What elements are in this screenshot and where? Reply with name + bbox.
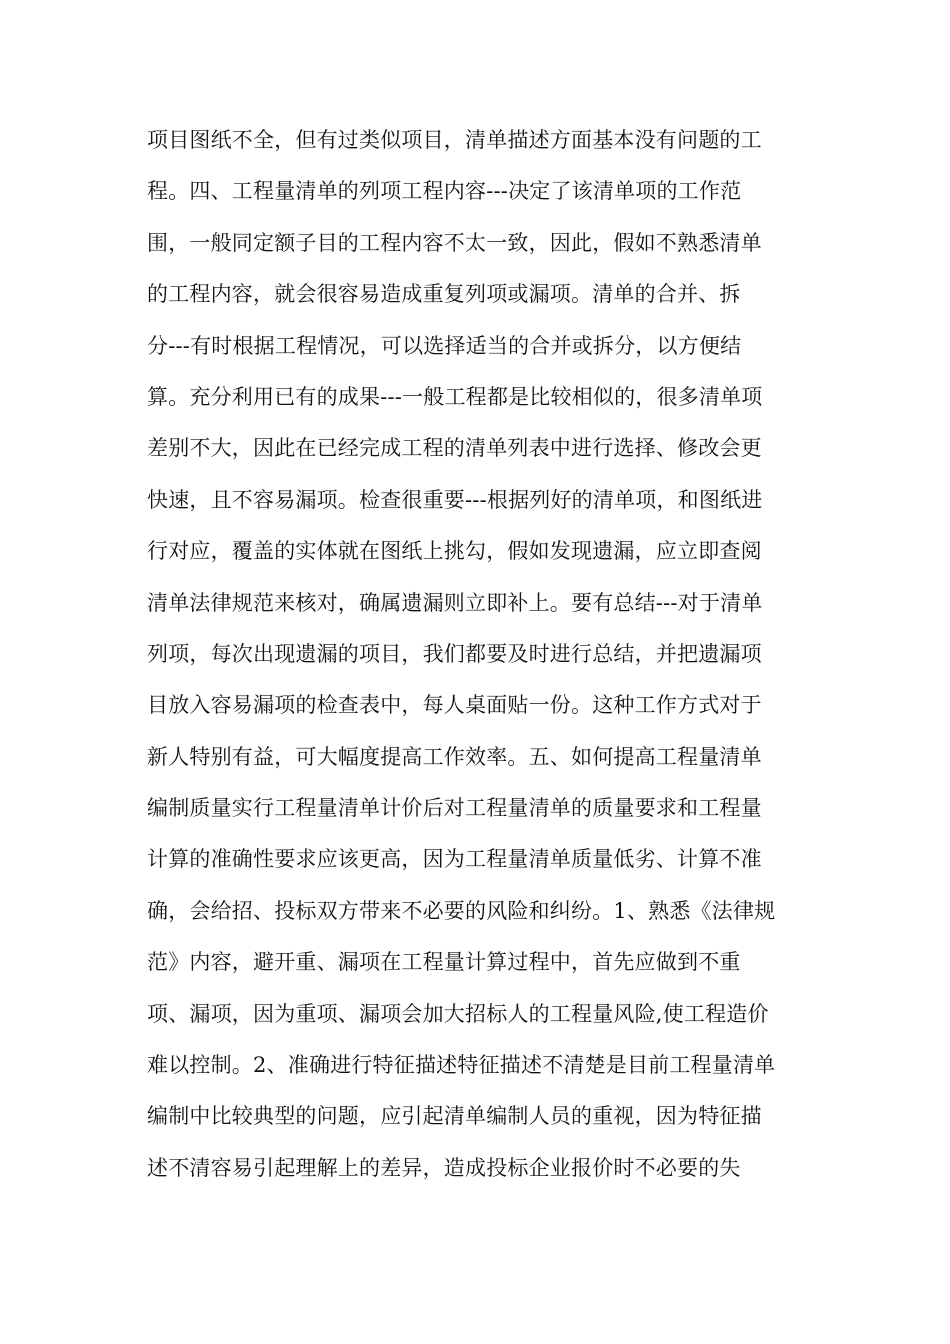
text-line: 围，一般同定额子目的工程内容不太一致，因此，假如不熟悉清单	[147, 230, 762, 255]
text-line: 目放入容易漏项的检查表中，每人桌面贴一份。这种工作方式对于	[147, 693, 762, 718]
text-line: 编制质量实行工程量清单计价后对工程量清单的质量要求和工程量	[147, 796, 762, 821]
text-line: 确，会给招、投标双方带来不必要的风险和纠纷。1、熟悉《法律规	[147, 898, 776, 923]
text-line: 快速，且不容易漏项。检查很重要---根据列好的清单项，和图纸进	[147, 487, 763, 512]
text-line: 清单法律规范来核对，确属遗漏则立即补上。要有总结---对于清单	[147, 590, 763, 615]
text-line: 列项，每次出现遗漏的项目，我们都要及时进行总结，并把遗漏项	[147, 641, 762, 666]
text-line: 分---有时根据工程情况，可以选择适当的合并或拆分，以方便结	[147, 333, 742, 358]
text-line: 编制中比较典型的问题，应引起清单编制人员的重视，因为特征描	[147, 1104, 762, 1129]
text-line: 项、漏项，因为重项、漏项会加大招标人的工程量风险,使工程造价	[147, 1001, 769, 1026]
text-line: 算。充分利用已有的成果---一般工程都是比较相似的，很多清单项	[147, 384, 763, 409]
text-line: 难以控制。2、准确进行特征描述特征描述不清楚是目前工程量清单	[147, 1053, 776, 1078]
text-line: 项目图纸不全，但有过类似项目，清单描述方面基本没有问题的工	[147, 128, 762, 152]
text-line: 差别不大，因此在已经完成工程的清单列表中进行选择、修改会更	[147, 436, 762, 461]
text-line: 行对应，覆盖的实体就在图纸上挑勾，假如发现遗漏，应立即查阅	[147, 539, 762, 564]
text-line: 述不清容易引起理解上的差异，造成投标企业报价时不必要的失	[147, 1155, 741, 1180]
body-text	[147, 115, 807, 1194]
text-line: 范》内容，避开重、漏项在工程量计算过程中，首先应做到不重	[147, 950, 741, 975]
text-line: 计算的准确性要求应该更高，因为工程量清单质量低劣、计算不准	[147, 847, 762, 872]
text-line: 程。四、工程量清单的列项工程内容---决定了该清单项的工作范	[147, 179, 742, 204]
text-line: 新人特别有益，可大幅度提高工作效率。五、如何提高工程量清单	[147, 744, 762, 769]
text-line: 的工程内容，就会很容易造成重复列项或漏项。清单的合并、拆	[147, 282, 741, 307]
